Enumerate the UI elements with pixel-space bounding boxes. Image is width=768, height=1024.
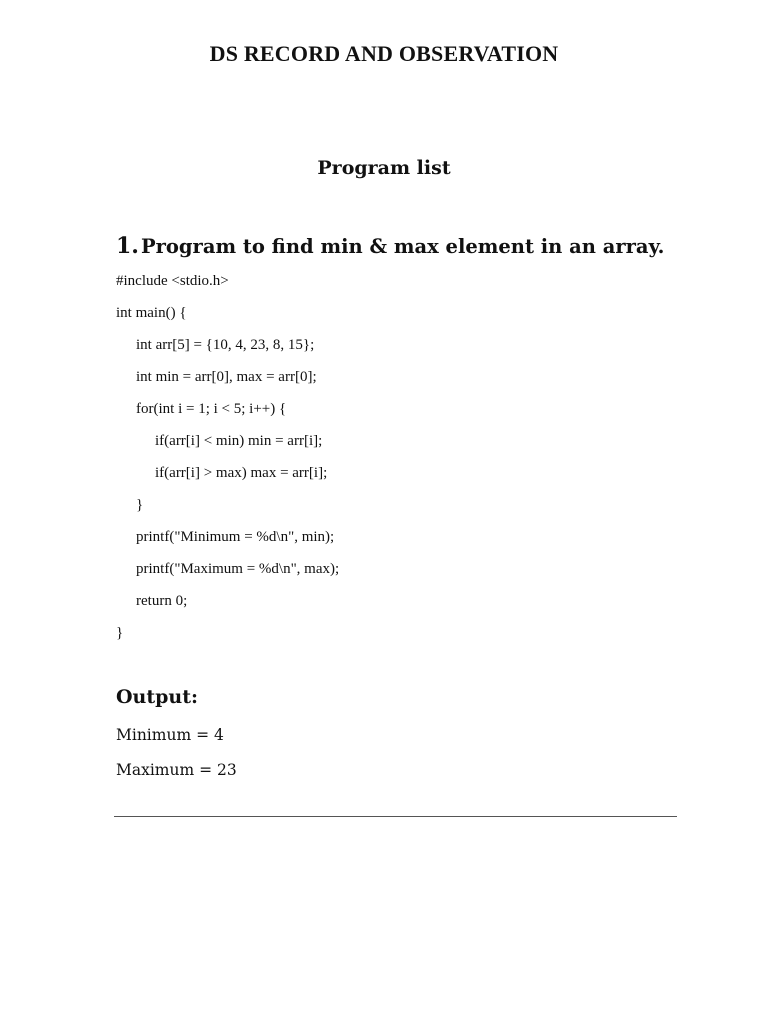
code-line: } <box>136 497 144 513</box>
output-colon: : <box>191 686 199 708</box>
output-heading <box>116 686 198 708</box>
program-heading <box>116 233 736 259</box>
code-line: int arr[5] = {10, 4, 23, 8, 15}; <box>136 337 315 353</box>
output-line-minimum: Minimum = 4 <box>116 726 224 744</box>
code-line: for(int i = 1; i < 5; i++) { <box>136 401 287 417</box>
code-line: if(arr[i] > max) max = arr[i]; <box>155 465 328 481</box>
code-line: printf("Maximum = %d\n", max); <box>136 561 340 577</box>
output-line-maximum: Maximum = 23 <box>116 761 237 779</box>
output-label: Output <box>116 686 192 708</box>
code-line: return 0; <box>136 593 188 609</box>
code-line: int min = arr[0], max = arr[0]; <box>136 369 317 385</box>
program-list-title: Program list <box>317 157 451 179</box>
program-number: 1. <box>116 233 139 259</box>
horizontal-rule <box>114 816 677 817</box>
output-block <box>116 722 237 792</box>
code-line: #include <stdio.h> <box>116 273 229 289</box>
code-line: printf("Minimum = %d\n", min); <box>136 529 335 545</box>
program-heading-text: Program to find min & max element in an array. <box>140 235 665 258</box>
document-title: DS RECORD AND OBSERVATION <box>209 41 559 66</box>
code-line: int main() { <box>116 305 187 321</box>
code-block <box>116 268 716 652</box>
code-line: if(arr[i] < min) min = arr[i]; <box>155 433 323 449</box>
code-line: } <box>116 625 124 641</box>
